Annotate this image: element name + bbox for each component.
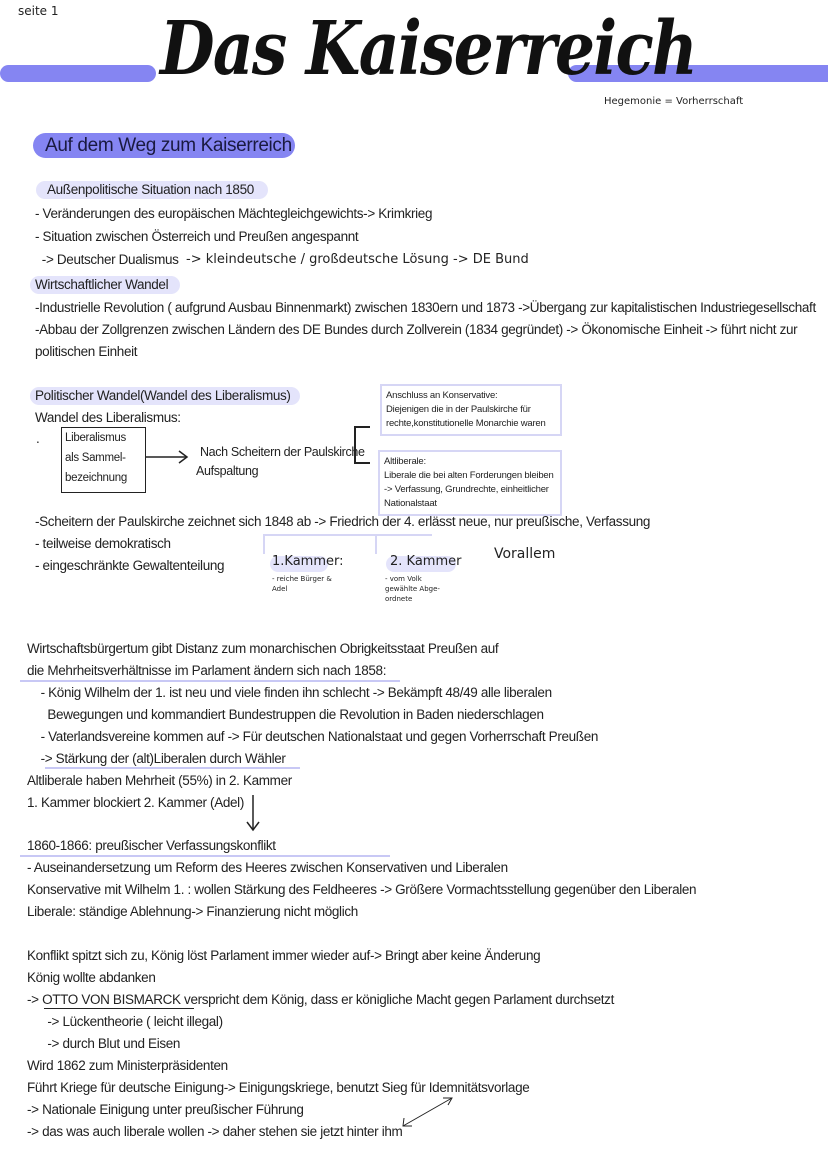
box-konservative bbox=[380, 384, 562, 436]
kammer-1: 1.Kammer: bbox=[272, 554, 344, 569]
title-bar-left bbox=[0, 65, 156, 82]
s2-line: politischen Einheit bbox=[35, 344, 138, 359]
side-note: Hegemonie = Vorherrschaft bbox=[604, 96, 744, 107]
vorallem-note: Vorallem bbox=[494, 546, 556, 562]
diagonal-arrow-icon bbox=[400, 1094, 458, 1130]
s6-line: Konflikt spitzt sich zu, König löst Parlament immer wieder auf-> Bringt aber keine Änderung bbox=[27, 948, 541, 963]
s4-line: 1. Kammer blockiert 2. Kammer (Adel) bbox=[27, 795, 244, 810]
s5-heading: 1860-1866: preußischer Verfassungskonflikt bbox=[27, 838, 276, 853]
s5-line: Konservative mit Wilhelm 1. : wollen Stärkung des Feldheeres -> Größere Vormachtsstellung gegenüber den Liberalen bbox=[27, 882, 697, 897]
middle-line: Aufspaltung bbox=[196, 464, 259, 478]
s6-line: -> das was auch liberale wollen -> daher stehen sie jetzt hinter ihm bbox=[27, 1124, 403, 1139]
liberalismus-box bbox=[61, 427, 146, 493]
box-line: als Sammel- bbox=[65, 452, 126, 464]
s1-heading: Außenpolitische Situation nach 1850 bbox=[47, 182, 254, 197]
s6-line: Wird 1862 zum Ministerpräsidenten bbox=[27, 1058, 228, 1073]
s4-line: -> Stärkung der (alt)Liberalen durch Wähler bbox=[27, 751, 286, 766]
s2-line: -Industrielle Revolution ( aufgrund Ausbau Binnenmarkt) zwischen 1830ern und 1873 ->Übergang zur kapitalistischen Industriegesellschaft bbox=[35, 300, 816, 315]
note-line: gewählte Abge- bbox=[385, 585, 440, 593]
kammer-1-note bbox=[272, 574, 332, 594]
s4-line: Wirtschaftsbürgertum gibt Distanz zum monarchischen Obrigkeitsstaat Preußen auf bbox=[27, 641, 499, 656]
s3-line: - eingeschränkte Gewaltenteilung bbox=[35, 558, 225, 573]
s6-line: Führt Kriege für deutsche Einigung-> Einigungskriege, benutzt Sieg für Idemnitätsvorlage bbox=[27, 1080, 530, 1095]
s6-line: -> OTTO VON BISMARCK verspricht dem König, dass er königliche Macht gegen Parlament durchsetzt bbox=[27, 992, 614, 1007]
s6-line: König wollte abdanken bbox=[27, 970, 156, 985]
s1-line: - Veränderungen des europäischen Mächtegleichgewichts-> Krimkrieg bbox=[35, 206, 433, 221]
s2-line: -Abbau der Zollgrenzen zwischen Ländern des DE Bundes durch Zollverein (1834 gegründet) -> Ökonomische Einheit -> führt nicht zur bbox=[35, 322, 798, 337]
box-line: Diejenigen die in der Paulskirche für bbox=[386, 404, 531, 415]
box-line: Altliberale: bbox=[384, 456, 426, 467]
underline bbox=[44, 1008, 194, 1009]
underline bbox=[20, 855, 390, 857]
box-line: rechte,konstitutionelle Monarchie waren bbox=[386, 418, 546, 429]
s3-line: - teilweise demokratisch bbox=[35, 536, 171, 551]
kammer-2-note bbox=[385, 574, 440, 604]
kammer-2: 2. Kammer bbox=[390, 554, 462, 569]
bullet: . bbox=[36, 431, 40, 446]
s6-line: -> Lückentheorie ( leicht illegal) bbox=[27, 1014, 223, 1029]
page-label: seite 1 bbox=[18, 4, 59, 18]
box-line: Liberalismus bbox=[65, 432, 126, 444]
s1-handwritten: -> kleindeutsche / großdeutsche Lösung -> DE Bund bbox=[186, 252, 529, 267]
s4-line: Bewegungen und kommandiert Bundestruppen die Revolution in Baden niederschlagen bbox=[27, 707, 544, 722]
note-line: - vom Volk bbox=[385, 575, 422, 583]
s3-line: -Scheitern der Paulskirche zeichnet sich 1848 ab -> Friedrich der 4. erlässt neue, nur preußische, Verfassung bbox=[35, 514, 651, 529]
s1-line: -> Deutscher Dualismus bbox=[35, 252, 179, 267]
underline bbox=[20, 680, 400, 682]
box-line: Liberale die bei alten Forderungen bleiben bbox=[384, 470, 554, 481]
box-line: Anschluss an Konservative: bbox=[386, 390, 498, 401]
underline bbox=[45, 767, 300, 769]
s4-line: die Mehrheitsverhältnisse im Parlament ändern sich nach 1858: bbox=[27, 663, 387, 678]
box-line: Nationalstaat bbox=[384, 498, 437, 509]
s5-line: - Auseinandersetzung um Reform des Heeres zwischen Konservativen und Liberalen bbox=[27, 860, 508, 875]
box-line: -> Verfassung, Grundrechte, einheitlicher bbox=[384, 484, 549, 495]
down-arrow-icon bbox=[245, 795, 261, 833]
s6-line: -> durch Blut und Eisen bbox=[27, 1036, 181, 1051]
main-heading: Auf dem Weg zum Kaiserreich bbox=[45, 135, 292, 156]
note-line: - reiche Bürger & bbox=[272, 575, 332, 583]
bracket-icon bbox=[350, 425, 375, 467]
box-line: bezeichnung bbox=[65, 472, 127, 484]
s4-line: - König Wilhelm der 1. ist neu und viele finden ihn schlecht -> Bekämpft 48/49 alle liberalen bbox=[27, 685, 552, 700]
s2-heading: Wirtschaftlicher Wandel bbox=[35, 277, 169, 292]
page-title: Das Kaiserreich bbox=[160, 6, 697, 92]
s3-sub: Wandel des Liberalismus: bbox=[35, 410, 181, 425]
box-altliberale bbox=[378, 450, 562, 516]
s1-line: - Situation zwischen Österreich und Preußen angespannt bbox=[35, 229, 359, 244]
note-line: Adel bbox=[272, 585, 288, 593]
middle-line: Nach Scheitern der Paulskirche bbox=[200, 445, 365, 459]
s3-heading: Politischer Wandel(Wandel des Liberalismus) bbox=[35, 388, 291, 403]
s4-line: - Vaterlandsvereine kommen auf -> Für deutschen Nationalstaat und gegen Vorherrschaft Preußen bbox=[27, 729, 599, 744]
note-line: ordnete bbox=[385, 595, 413, 603]
s5-line: Liberale: ständige Ablehnung-> Finanzierung nicht möglich bbox=[27, 904, 358, 919]
arrow-icon bbox=[145, 450, 190, 464]
s6-line: -> Nationale Einigung unter preußischer Führung bbox=[27, 1102, 304, 1117]
s4-line: Altliberale haben Mehrheit (55%) in 2. Kammer bbox=[27, 773, 292, 788]
